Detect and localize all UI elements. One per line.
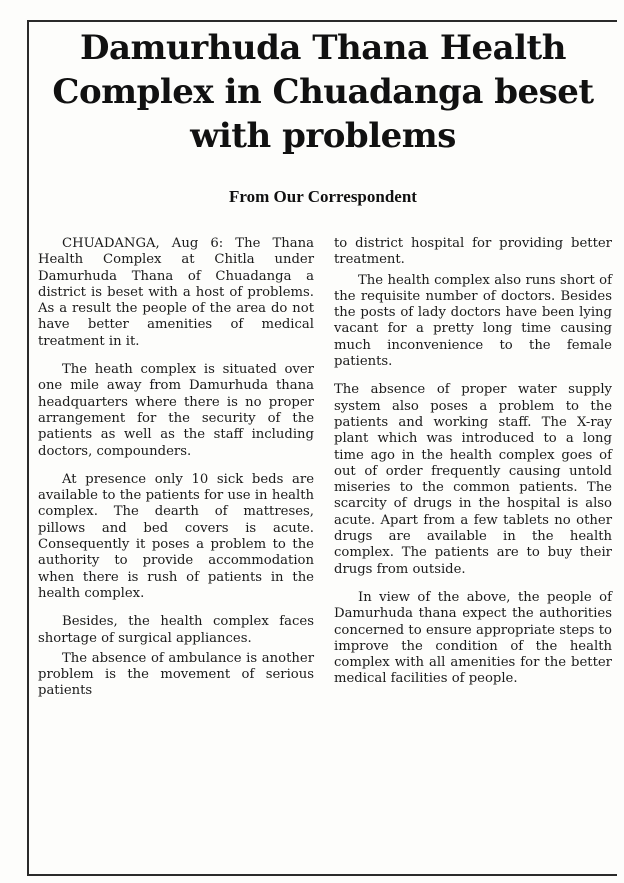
right-column	[334, 236, 612, 700]
paragraph-water: The absence of proper water supply system also poses a problem to the patients and working staff. The X-ray plant which was introduced to a long time ago in the health complex goes of out of order frequently causing untold miseries to the common patients. The scarcity of drugs in the hospital is also acute. Apart from a few tablets no other drugs are available in the health complex. The patients are to buy their drugs from outside.	[334, 382, 612, 577]
bottom-rule	[27, 874, 617, 876]
paragraph-surgical: Besides, the health complex faces shortage of surgical appliances.	[38, 614, 314, 646]
paragraph-beds: At presence only 10 sick beds are available to the patients for use in health complex. The dearth of mattreses, pillows and bed covers is acute. Consequently it poses a problem to the authority to provide accommodation when there is rush of patients in the health complex.	[38, 471, 314, 601]
top-rule	[27, 20, 617, 22]
paragraph-dateline: CHUADANGA, Aug 6: The Thana Health Complex at Chitla under Damurhuda Thana of Chuadanga a district is beset with a host of problems. As a result the people of the area do not have better amenities of medical treatment in it.	[38, 236, 314, 349]
paragraph-doctors: The health complex also runs short of the requisite number of doctors. Besides the posts of lady doctors have been lying vacant for a pretty long time causing much inconvenience to the female patients.	[334, 272, 612, 370]
paragraph-ambulance: The absence of ambulance is another problem is the movement of serious patients	[38, 650, 314, 699]
paragraph-conclusion: In view of the above, the people of Damurhuda thana expect the authorities concerned to ensure appropriate steps to improve the condition of the health complex with all amenities for the better medical facilities of people.	[334, 589, 612, 687]
left-column	[38, 236, 314, 712]
paragraph-location: The heath complex is situated over one mile away from Damurhuda thana headquarters where there is no proper arrangement for the security of the patients as well as the staff including doctors, compounders.	[38, 362, 314, 459]
paragraph-continuation: to district hospital for providing better treatment.	[334, 236, 612, 268]
headline: Damurhuda Thana Health Complex in Chuadanga beset with problems	[52, 28, 594, 156]
byline: From Our Correspondent	[229, 187, 417, 206]
